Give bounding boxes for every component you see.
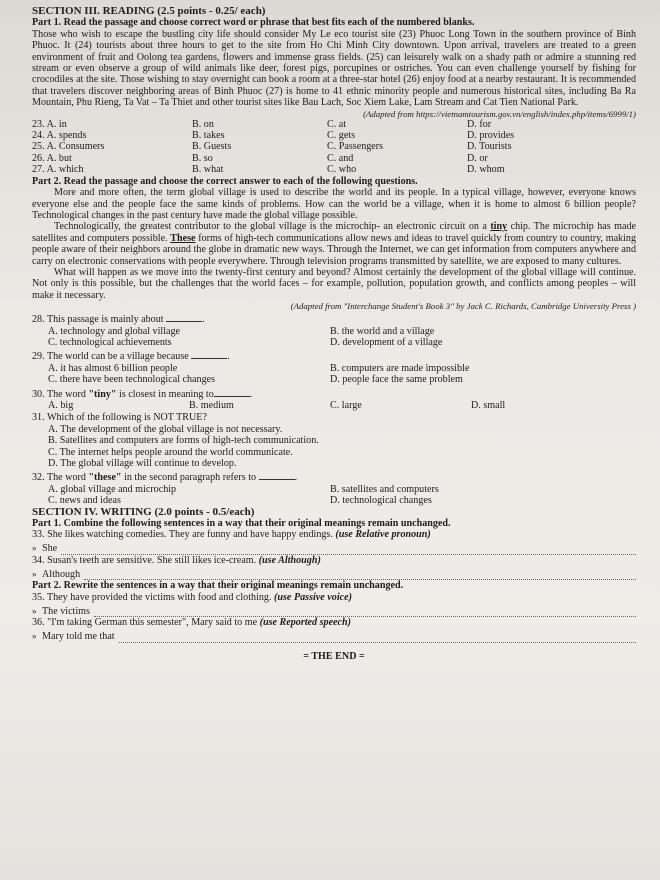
reading-passage-1 (32, 29, 636, 109)
option: D. development of a village (330, 336, 443, 348)
question-keyword: "tiny" (88, 388, 117, 400)
option: B. satellites and computers (330, 483, 439, 495)
answer-blank (166, 312, 202, 322)
answer-blank (61, 544, 636, 555)
answer-line-35[interactable] (32, 603, 636, 617)
paragraph-text: forms of high-tech communications allow news and ideas to travel quickly from country to country, making people aware of their neighbors around the globe in dramatic new ways. Through the Internet, we can get information from computers anywhere and carry on electronic conservations with people everywhere. Through television programs transmitted by satellite, we are exposed to many cultures. (32, 232, 636, 267)
options-23-27 (32, 119, 636, 176)
option: D. people face the same problem (330, 374, 463, 386)
section4-title: SECTION IV. WRITING (2.0 points - 0.5/each) (32, 505, 255, 518)
option: 24. A. spends (32, 130, 87, 142)
option: C. gets (327, 130, 356, 142)
question-text: in the second paragraph refers to (124, 472, 257, 484)
option-row-25 (32, 141, 636, 152)
passage-text: Phuoc Long Town in the southern province of Binh Phuoc. It (32, 28, 636, 52)
source-citation: (Adapted from https://vietnamtourism.gov.vn/english/index.php/items/6999/1) (363, 108, 636, 119)
question-text: 30. The word (32, 388, 86, 400)
option: C. and (327, 152, 354, 164)
option: B. on (192, 118, 214, 130)
option: C. The internet helps people around the world communicate. (48, 446, 293, 458)
paragraph-3: What will happen as we move into the twenty-first century and beyond? Almost certainly the development of the global village will continue. Not only is this possible, but the challenges that the world faces – for example, pollution, population growth, and conflicts among peoples – will make it necessary. (32, 266, 636, 301)
writing-part1-heading: Part 1. Combine the following sentences in a way that their original meanings remain unchanged. (32, 518, 451, 530)
option: A. The development of the global village is not necessary. (48, 423, 283, 435)
passage-text: tourists about three hours to get to the site from Ho Chi Minh City downtown. Upon arrival, travelers are treated to a green environment of fruit and Oolong tea gardens, flowers and immense grass fields. (32, 40, 637, 63)
highlight-word-tiny: tiny (490, 221, 508, 233)
writing-part2-heading: Part 2. Rewrite the sentences in a way that their original meanings remain unchanged. (32, 580, 404, 592)
option: D. or (467, 152, 488, 164)
question-35 (32, 592, 636, 603)
question-text: 36. "I'm taking German this semester", Mary said to me (32, 617, 258, 629)
sentence-start: Although (42, 568, 81, 580)
option: D. Tourists (467, 141, 512, 153)
question-34 (32, 555, 636, 566)
option: B. so (192, 152, 213, 164)
option: A. big (48, 400, 74, 411)
options-28-row2 (32, 337, 636, 348)
option-row-23 (32, 119, 636, 130)
paragraph-2 (32, 221, 636, 267)
answer-blank (191, 349, 227, 359)
answer-blank (259, 470, 295, 480)
paragraph-1: More and more often, the term global village is used to describe the world and its people. In a typical village, however, everyone knows everyone else and the people face the same kinds of problems. How can the world be a village, when it is home to almost 6 billion people? Technological changes in the past century have made the global village possible. (32, 187, 636, 221)
blank-24: (24) (74, 40, 92, 52)
option: 23. A. in (32, 118, 67, 130)
option: C. news and ideas (48, 495, 121, 507)
option: B. takes (192, 130, 225, 142)
option: 26. A. but (32, 152, 72, 164)
sentence-start: She (42, 543, 58, 555)
option: B. the world and a village (330, 325, 435, 337)
option: B. what (192, 164, 224, 176)
blank-25: (25) (366, 51, 384, 63)
options-30 (32, 400, 636, 411)
blank-27: (27) (265, 85, 283, 97)
option: D. for (467, 118, 492, 130)
answer-line-33[interactable] (32, 541, 636, 555)
option: B. computers are made impossible (330, 362, 470, 374)
question-text: 28. This passage is mainly about (32, 314, 164, 326)
question-hint: (use Reported speech) (259, 617, 351, 629)
option: C. there have been technological changes (48, 374, 216, 386)
option: C. technological achievements (48, 336, 172, 348)
blank-26: (26) (403, 74, 421, 86)
paragraph-text: chip. The microchip has made satellites and computers possible. (32, 221, 637, 244)
option: A. it has almost 6 billion people (48, 362, 178, 374)
option-row-26 (32, 153, 636, 164)
option: 27. A. which (32, 164, 84, 176)
question-text: 34. Susan's teeth are sensitive. She still likes ice-cream. (32, 554, 257, 566)
option: B. Guests (192, 141, 232, 153)
end-marker: = THE END = (303, 650, 365, 662)
option: D. small (471, 400, 506, 411)
part2-heading: Part 2. Read the passage and choose the correct answer to each of the following questions. (32, 175, 418, 187)
sentence-start: The victims (42, 605, 90, 617)
arrow-icon: » (32, 605, 37, 616)
options-32-row2 (32, 495, 636, 506)
question-hint: (use Although) (258, 554, 321, 566)
arrow-icon: » (32, 631, 37, 642)
option: D. whom (467, 164, 505, 176)
question-text: 35. They have provided the victims with food and clothing. (32, 591, 272, 603)
question-33 (32, 529, 636, 540)
passage-text: can leisurely walk on a shady path or admire a stunning red stream or even observe a group of wild animals like deer, forest pigs, porcupines or ostriches. You can even challenge yourself by fishing for crocodiles at the site. Those wishing to stay overnight can book a room at a three-star hotel (32, 51, 636, 86)
option: C. who (327, 164, 357, 176)
option-row-24 (32, 130, 636, 141)
options-29-row1 (32, 363, 636, 374)
option: D. The global village will continue to develop. (48, 458, 237, 470)
options-29-row2 (32, 374, 636, 385)
option: C. large (330, 400, 362, 411)
option: D. provides (467, 130, 515, 142)
option: D. technological changes (330, 495, 432, 507)
part1-heading: Part 1. Read the passage and choose correct word or phrase that best fits each of the numbered blanks. (32, 17, 475, 29)
sentence-start: Mary told me that (42, 631, 115, 643)
option: A. technology and global village (48, 325, 181, 337)
question-29: 29. The world can be a village because . (32, 351, 230, 363)
option: B. Satellites and computers are forms of high-tech communication. (48, 435, 319, 447)
option: C. at (327, 118, 347, 130)
question-hint: (use Passive voice) (274, 591, 352, 603)
source-citation-2: (Adapted from "Interchange Student's Book 3" by Jack C. Richards, Cambridge University Press ) (290, 301, 636, 312)
answer-blank (119, 632, 636, 643)
question-32: 32. The word "these" in the second paragraph refers to . (32, 472, 298, 484)
option: 25. A. Consumers (32, 141, 105, 153)
question-text: 32. The word (32, 472, 86, 484)
options-28-row1 (32, 326, 636, 337)
option-row-27 (32, 164, 636, 175)
option: B. medium (189, 400, 234, 411)
highlight-word-these: These (170, 232, 196, 244)
answer-blank (214, 387, 250, 397)
question-text: is closest in meaning to (119, 388, 214, 400)
question-31: 31. Which of the following is NOT TRUE? (32, 412, 207, 424)
options-32-row1 (32, 484, 636, 495)
option: C. Passengers (327, 141, 384, 153)
answer-blank (84, 569, 636, 580)
question-keyword: "these" (88, 472, 122, 484)
question-30: 30. The word "tiny" is closest in meaning to . (32, 388, 253, 400)
answer-line-34[interactable] (32, 566, 636, 580)
answer-blank (94, 606, 636, 617)
blank-23: (23) (399, 28, 416, 40)
passage-text: Those who wish to escape the bustling city life should consider My Le eco tourist site (32, 28, 396, 40)
question-28: 28. This passage is mainly about . (32, 314, 205, 326)
question-text: 33. She likes watching comedies. They are funny and have happy endings. (32, 529, 333, 541)
answer-line-36[interactable] (32, 629, 636, 643)
option: A. global village and microchip (48, 483, 177, 495)
passage-text: is home to 41 ethnic minority people and numerous historical sites, including Ba Ra Mountain, Phu Rieng, Ta Vat – Ta Thiet and other tourist sites like Bau Lach, Soc Xiem Lake, Lam Stream and Cat Tien National Park. (32, 85, 636, 109)
arrow-icon: » (32, 543, 37, 554)
question-36 (32, 617, 636, 628)
question-text: 29. The world can be a village because (32, 351, 189, 363)
paragraph-text: Technologically, the greatest contributor to the global village is the microchip- an electronic circuit on a (54, 221, 487, 233)
passage-text: enjoy food at a nearby restaurant. It is recommended that travelers discover neighboring areas of Binh Phuoc (32, 74, 636, 97)
question-hint: (use Relative pronoun) (335, 529, 431, 541)
arrow-icon: » (32, 568, 37, 579)
section3-title: SECTION III. READING (2.5 points - 0.25/ each) (32, 5, 266, 17)
